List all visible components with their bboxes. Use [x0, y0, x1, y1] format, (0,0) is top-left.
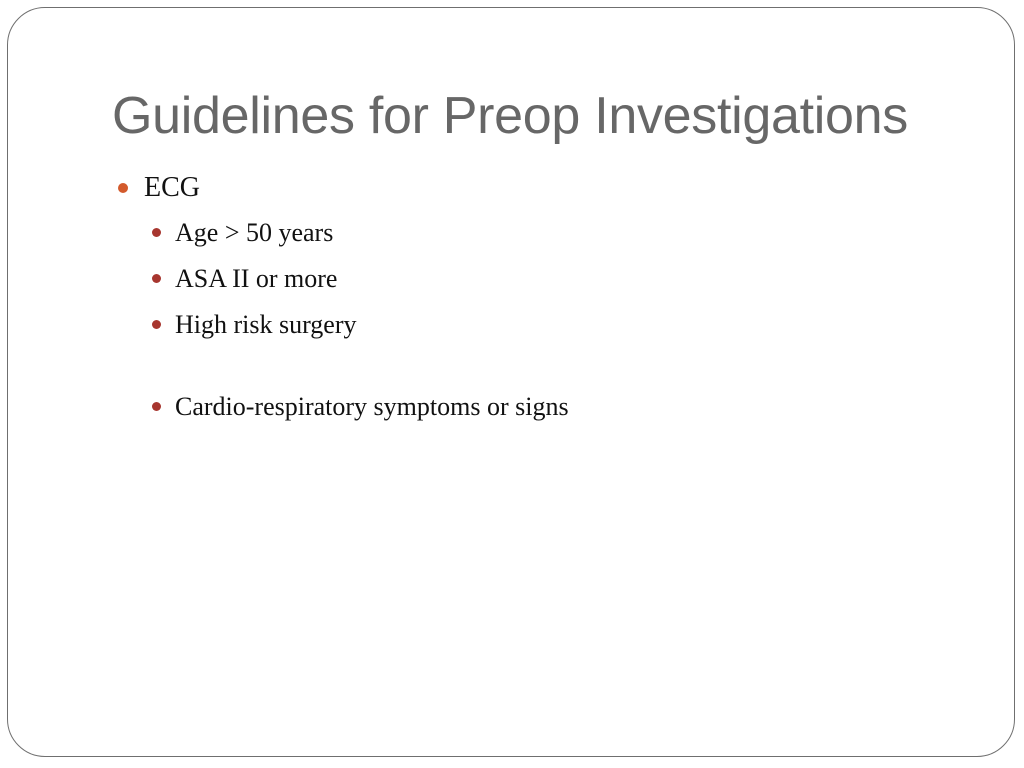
sub-bullet-icon	[152, 320, 161, 329]
slide-title: Guidelines for Preop Investigations	[112, 87, 908, 145]
sub-bullet-label: Age > 50 years	[175, 218, 334, 247]
bullet-item-ecg	[114, 168, 974, 208]
bullet-icon	[118, 183, 128, 193]
bullet-label: ECG	[144, 172, 200, 203]
sub-bullet-item-cardio-respiratory	[114, 389, 974, 425]
sub-bullet-label: Cardio-respiratory symptoms or signs	[175, 392, 569, 421]
sub-bullet-item-asa	[114, 261, 974, 297]
sub-bullet-icon	[152, 402, 161, 411]
sub-bullet-label: High risk surgery	[175, 310, 357, 339]
sub-bullet-item-age	[114, 215, 974, 251]
sub-bullet-label: ASA II or more	[175, 264, 338, 293]
sub-bullet-icon	[152, 274, 161, 283]
sub-bullet-icon	[152, 228, 161, 237]
sub-bullet-item-high-risk-surgery	[114, 307, 974, 343]
bullet-list	[114, 168, 974, 435]
